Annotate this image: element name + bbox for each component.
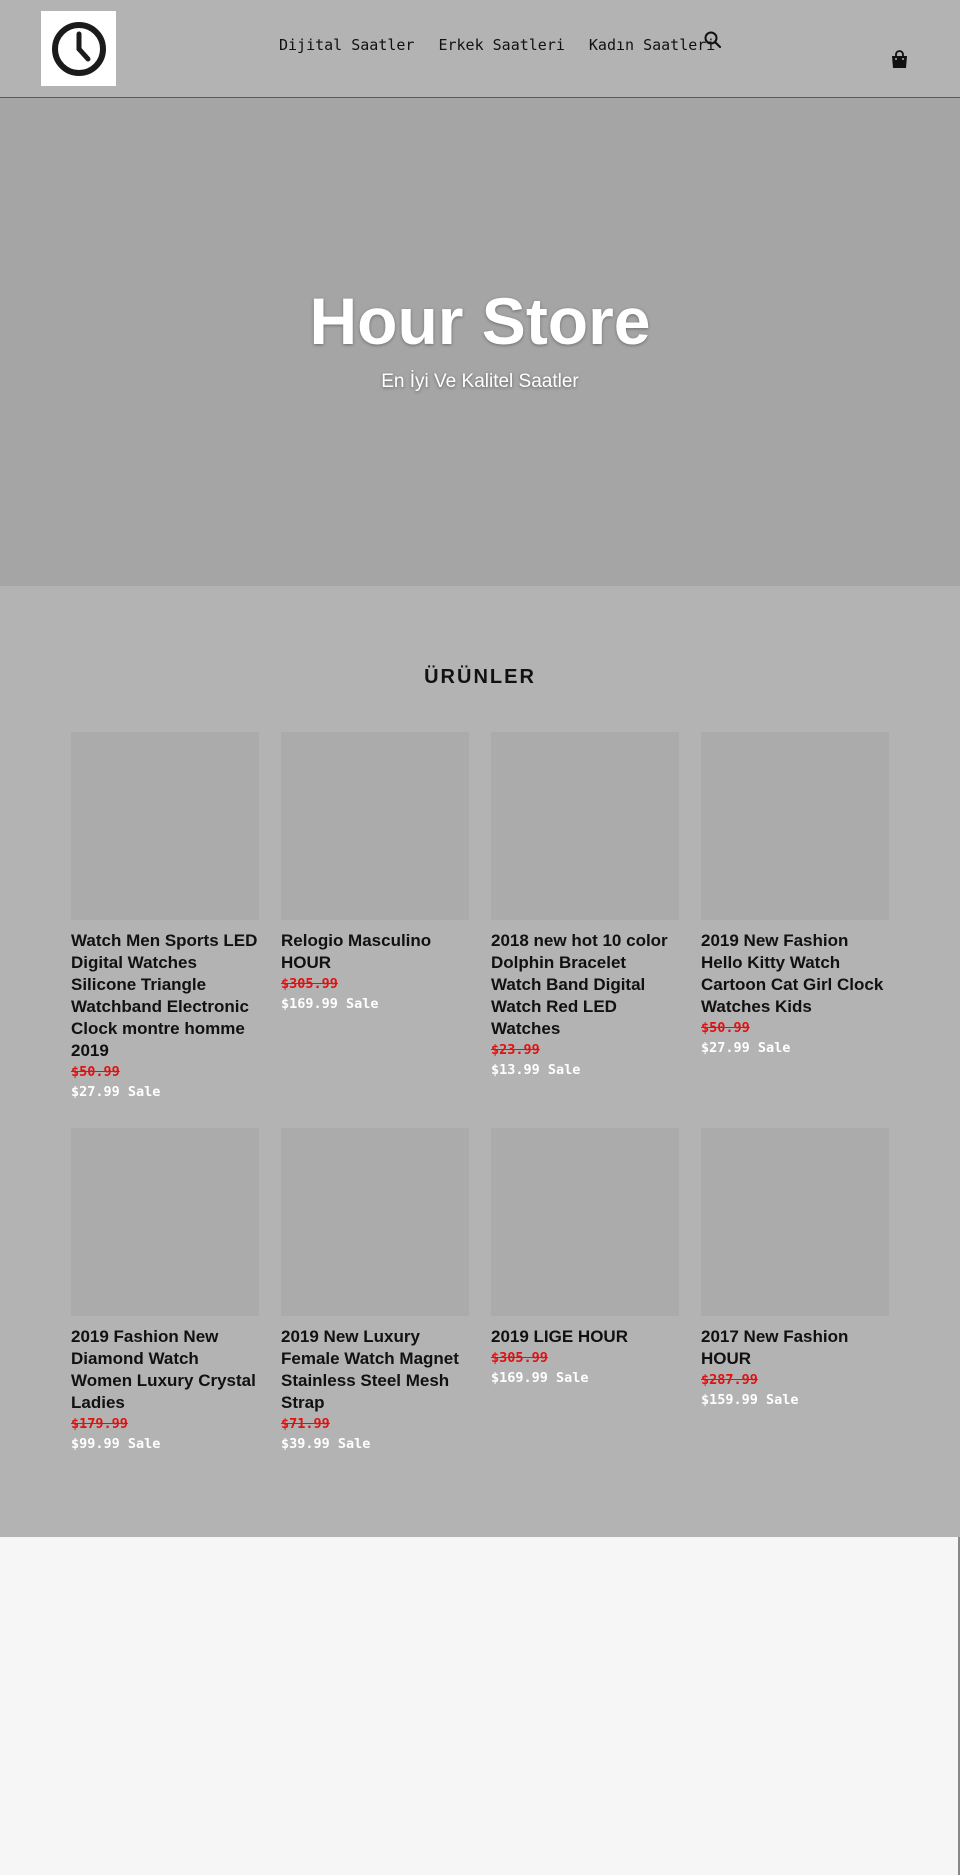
product-sale-price: $169.99 Sale xyxy=(281,996,379,1012)
product-old-price: $179.99 xyxy=(71,1416,128,1432)
product-title[interactable]: 2018 new hot 10 color Dolphin Bracelet Watch Band Digital Watch Red LED Watches xyxy=(491,931,668,1038)
product-sale-price: $27.99 Sale xyxy=(71,1084,161,1100)
product-old-price: $305.99 xyxy=(281,976,338,992)
product-sale-price: $169.99 Sale xyxy=(491,1370,589,1386)
cart-button[interactable] xyxy=(890,50,909,70)
nav-dijital-saatler[interactable]: Dijital Saatler xyxy=(279,36,415,54)
product-image[interactable] xyxy=(701,732,889,920)
product-image[interactable] xyxy=(491,732,679,920)
product-grid xyxy=(71,732,889,1454)
product-title[interactable]: 2019 Fashion New Diamond Watch Women Luxury Crystal Ladies xyxy=(71,1327,256,1412)
product-title[interactable]: 2019 New Luxury Female Watch Magnet Stainless Steel Mesh Strap xyxy=(281,1327,459,1412)
nav-kadin-saatleri[interactable]: Kadın Saatleri xyxy=(588,36,716,54)
site-header xyxy=(0,0,960,98)
main-nav xyxy=(279,36,715,54)
product-card[interactable] xyxy=(71,1128,259,1454)
product-image[interactable] xyxy=(71,732,259,920)
product-image[interactable] xyxy=(281,732,469,920)
product-sale-price: $13.99 Sale xyxy=(491,1062,581,1078)
hero-banner xyxy=(0,98,960,586)
product-title[interactable]: Watch Men Sports LED Digital Watches Silicone Triangle Watchband Electronic Clock montre homme 2019 xyxy=(71,931,258,1060)
product-sale-price: $27.99 Sale xyxy=(701,1040,791,1056)
product-card[interactable] xyxy=(71,732,259,1102)
product-title[interactable]: 2019 LIGE HOUR xyxy=(491,1327,628,1346)
product-card[interactable] xyxy=(701,732,889,1102)
search-icon xyxy=(703,30,723,50)
hero-title: Hour Store xyxy=(309,284,651,358)
product-sale-price: $159.99 Sale xyxy=(701,1392,799,1408)
product-title[interactable]: 2017 New Fashion HOUR xyxy=(701,1327,849,1368)
product-old-price: $287.99 xyxy=(701,1372,758,1388)
products-heading: ÜRÜNLER xyxy=(424,666,536,688)
product-old-price: $23.99 xyxy=(491,1042,540,1058)
product-old-price: $50.99 xyxy=(701,1020,750,1036)
product-card[interactable] xyxy=(281,732,469,1102)
product-title[interactable]: 2019 New Fashion Hello Kitty Watch Cartoon Cat Girl Clock Watches Kids xyxy=(701,931,884,1016)
search-button[interactable] xyxy=(703,30,723,50)
clock-icon xyxy=(51,21,107,77)
products-section xyxy=(0,586,960,1537)
product-image[interactable] xyxy=(71,1128,259,1316)
product-card[interactable] xyxy=(281,1128,469,1454)
store-logo[interactable] xyxy=(41,11,116,86)
hero-subtitle: En İyi Ve Kalitel Saatler xyxy=(381,371,579,392)
product-sale-price: $99.99 Sale xyxy=(71,1436,161,1452)
nav-erkek-saatleri[interactable]: Erkek Saatleri xyxy=(438,36,565,54)
product-card[interactable] xyxy=(491,1128,679,1454)
product-old-price: $305.99 xyxy=(491,1350,548,1366)
product-old-price: $71.99 xyxy=(281,1416,330,1432)
product-card[interactable] xyxy=(491,732,679,1102)
product-image[interactable] xyxy=(281,1128,469,1316)
page-footer-area xyxy=(0,1537,960,1875)
product-title[interactable]: Relogio Masculino HOUR xyxy=(281,931,432,972)
product-image[interactable] xyxy=(701,1128,889,1316)
product-card[interactable] xyxy=(701,1128,889,1454)
product-sale-price: $39.99 Sale xyxy=(281,1436,371,1452)
product-old-price: $50.99 xyxy=(71,1064,120,1080)
product-image[interactable] xyxy=(491,1128,679,1316)
cart-icon xyxy=(890,50,909,70)
